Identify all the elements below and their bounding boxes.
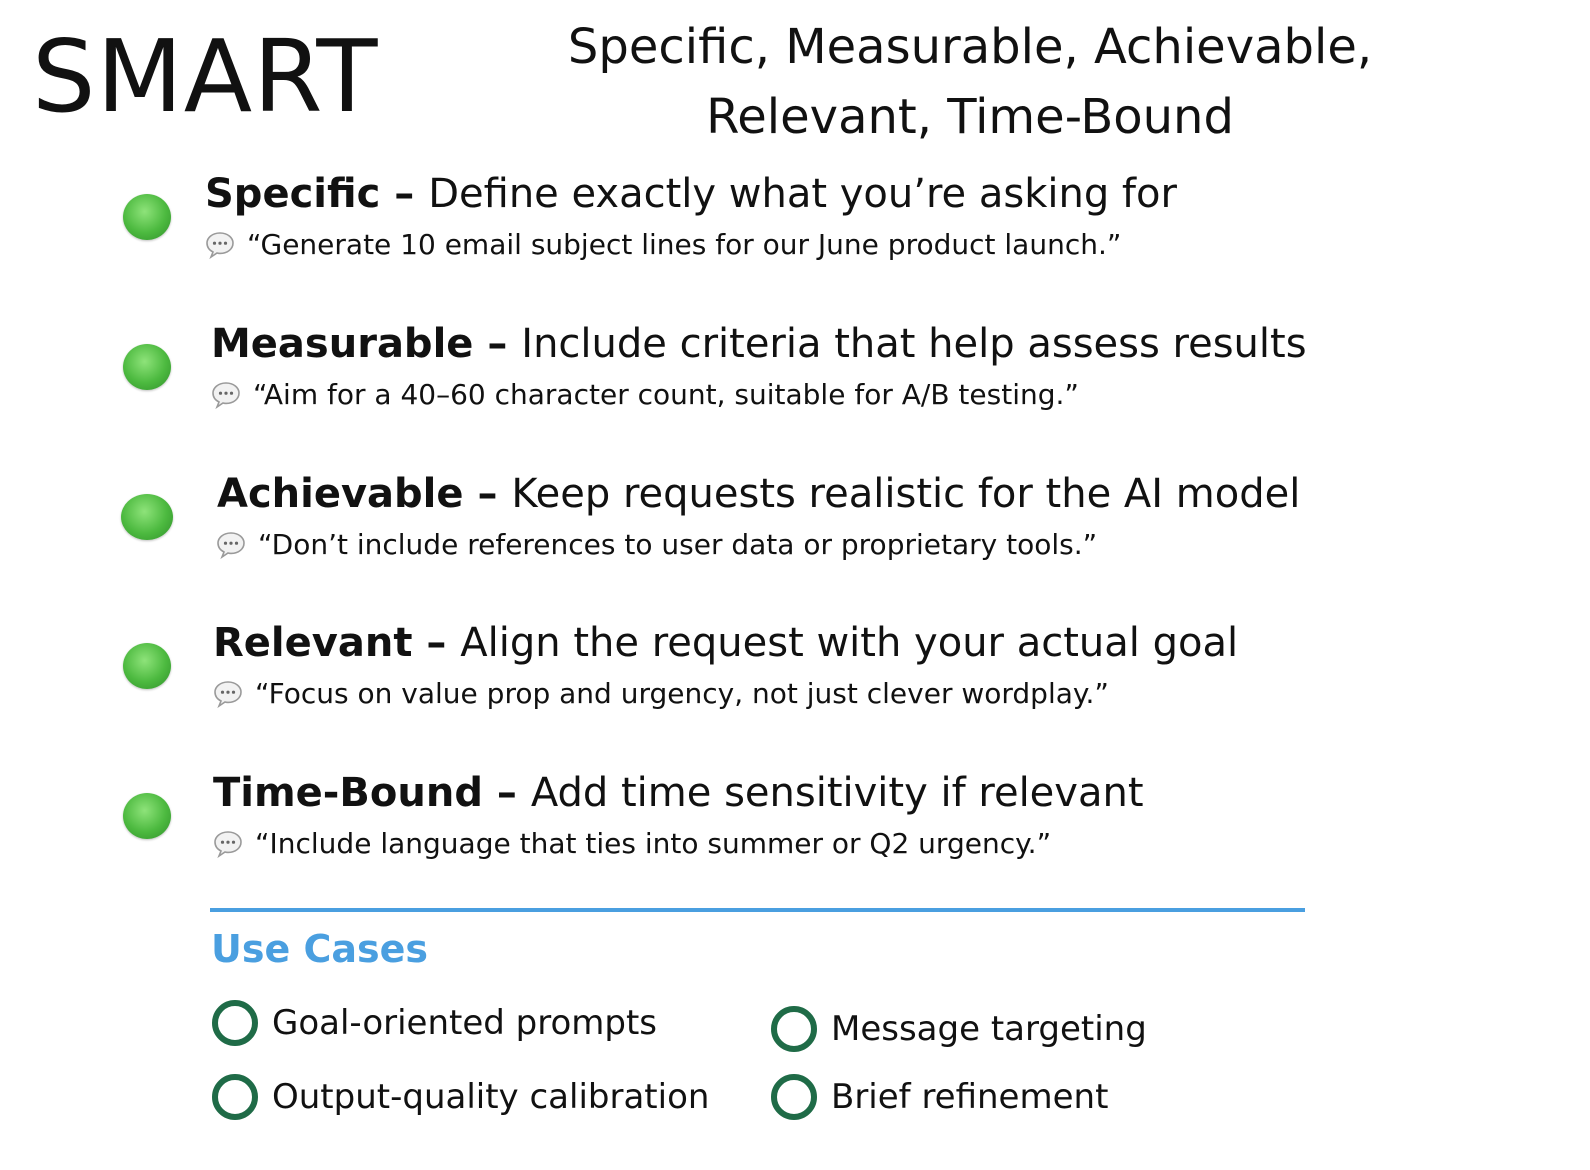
use-case-label: Output-quality calibration	[272, 1077, 710, 1117]
item-description: Keep requests realistic for the AI model	[511, 471, 1301, 517]
item-heading	[211, 319, 1307, 369]
item-example	[205, 227, 1121, 263]
use-case-item	[212, 1074, 709, 1120]
section-divider	[210, 908, 1305, 912]
speech-bubble-icon	[213, 829, 243, 859]
item-heading	[213, 618, 1238, 668]
item-description: Define exactly what you’re asking for	[428, 171, 1177, 217]
item-example	[211, 377, 1079, 413]
subtitle-line-1: Specific, Measurable, Achievable,	[567, 19, 1373, 75]
item-term: Specific	[205, 171, 381, 217]
speech-bubble-icon	[205, 230, 235, 260]
circle-outline-icon	[212, 1074, 258, 1120]
item-heading	[217, 469, 1300, 519]
item-term: Achievable	[217, 471, 464, 517]
speech-bubble-icon	[216, 530, 246, 560]
item-description: Include criteria that help assess results	[521, 321, 1307, 367]
use-case-item	[212, 1000, 657, 1046]
item-example-text: “Focus on value prop and urgency, not just clever wordplay.”	[255, 677, 1109, 710]
item-example-text: “Don’t include references to user data or proprietary tools.”	[258, 528, 1098, 561]
page-title: SMART	[32, 18, 379, 135]
circle-outline-icon	[771, 1074, 817, 1120]
item-example	[216, 527, 1097, 563]
speech-bubble-icon	[213, 679, 243, 709]
green-bullet-icon	[121, 494, 173, 540]
item-example-text: “Generate 10 email subject lines for our June product launch.”	[247, 228, 1122, 261]
circle-outline-icon	[771, 1006, 817, 1052]
item-term: Measurable	[211, 321, 474, 367]
use-case-label: Message targeting	[831, 1009, 1147, 1049]
item-heading	[205, 169, 1177, 219]
use-case-label: Goal-oriented prompts	[272, 1003, 658, 1043]
page-subtitle	[520, 12, 1420, 152]
item-separator: –	[482, 770, 531, 816]
item-example	[213, 676, 1109, 712]
item-term: Time-Bound	[213, 770, 483, 816]
use-case-item	[771, 1006, 1147, 1052]
item-term: Relevant	[213, 620, 413, 666]
item-separator: –	[380, 171, 429, 217]
subtitle-line-2: Relevant, Time-Bound	[706, 89, 1234, 145]
item-separator: –	[473, 321, 522, 367]
item-description: Align the request with your actual goal	[460, 620, 1239, 666]
item-separator: –	[463, 471, 512, 517]
green-bullet-icon	[123, 643, 171, 689]
use-cases-title: Use Cases	[211, 927, 429, 971]
item-description: Add time sensitivity if relevant	[530, 770, 1144, 816]
speech-bubble-icon	[211, 380, 241, 410]
green-bullet-icon	[123, 793, 171, 839]
green-bullet-icon	[123, 194, 171, 240]
item-heading	[213, 768, 1144, 818]
green-bullet-icon	[123, 344, 171, 390]
item-example-text: “Include language that ties into summer or Q2 urgency.”	[255, 827, 1052, 860]
use-case-label: Brief refinement	[831, 1077, 1109, 1117]
item-example-text: “Aim for a 40–60 character count, suitable for A/B testing.”	[253, 378, 1079, 411]
circle-outline-icon	[212, 1000, 258, 1046]
item-example	[213, 826, 1051, 862]
use-case-item	[771, 1074, 1108, 1120]
item-separator: –	[412, 620, 461, 666]
